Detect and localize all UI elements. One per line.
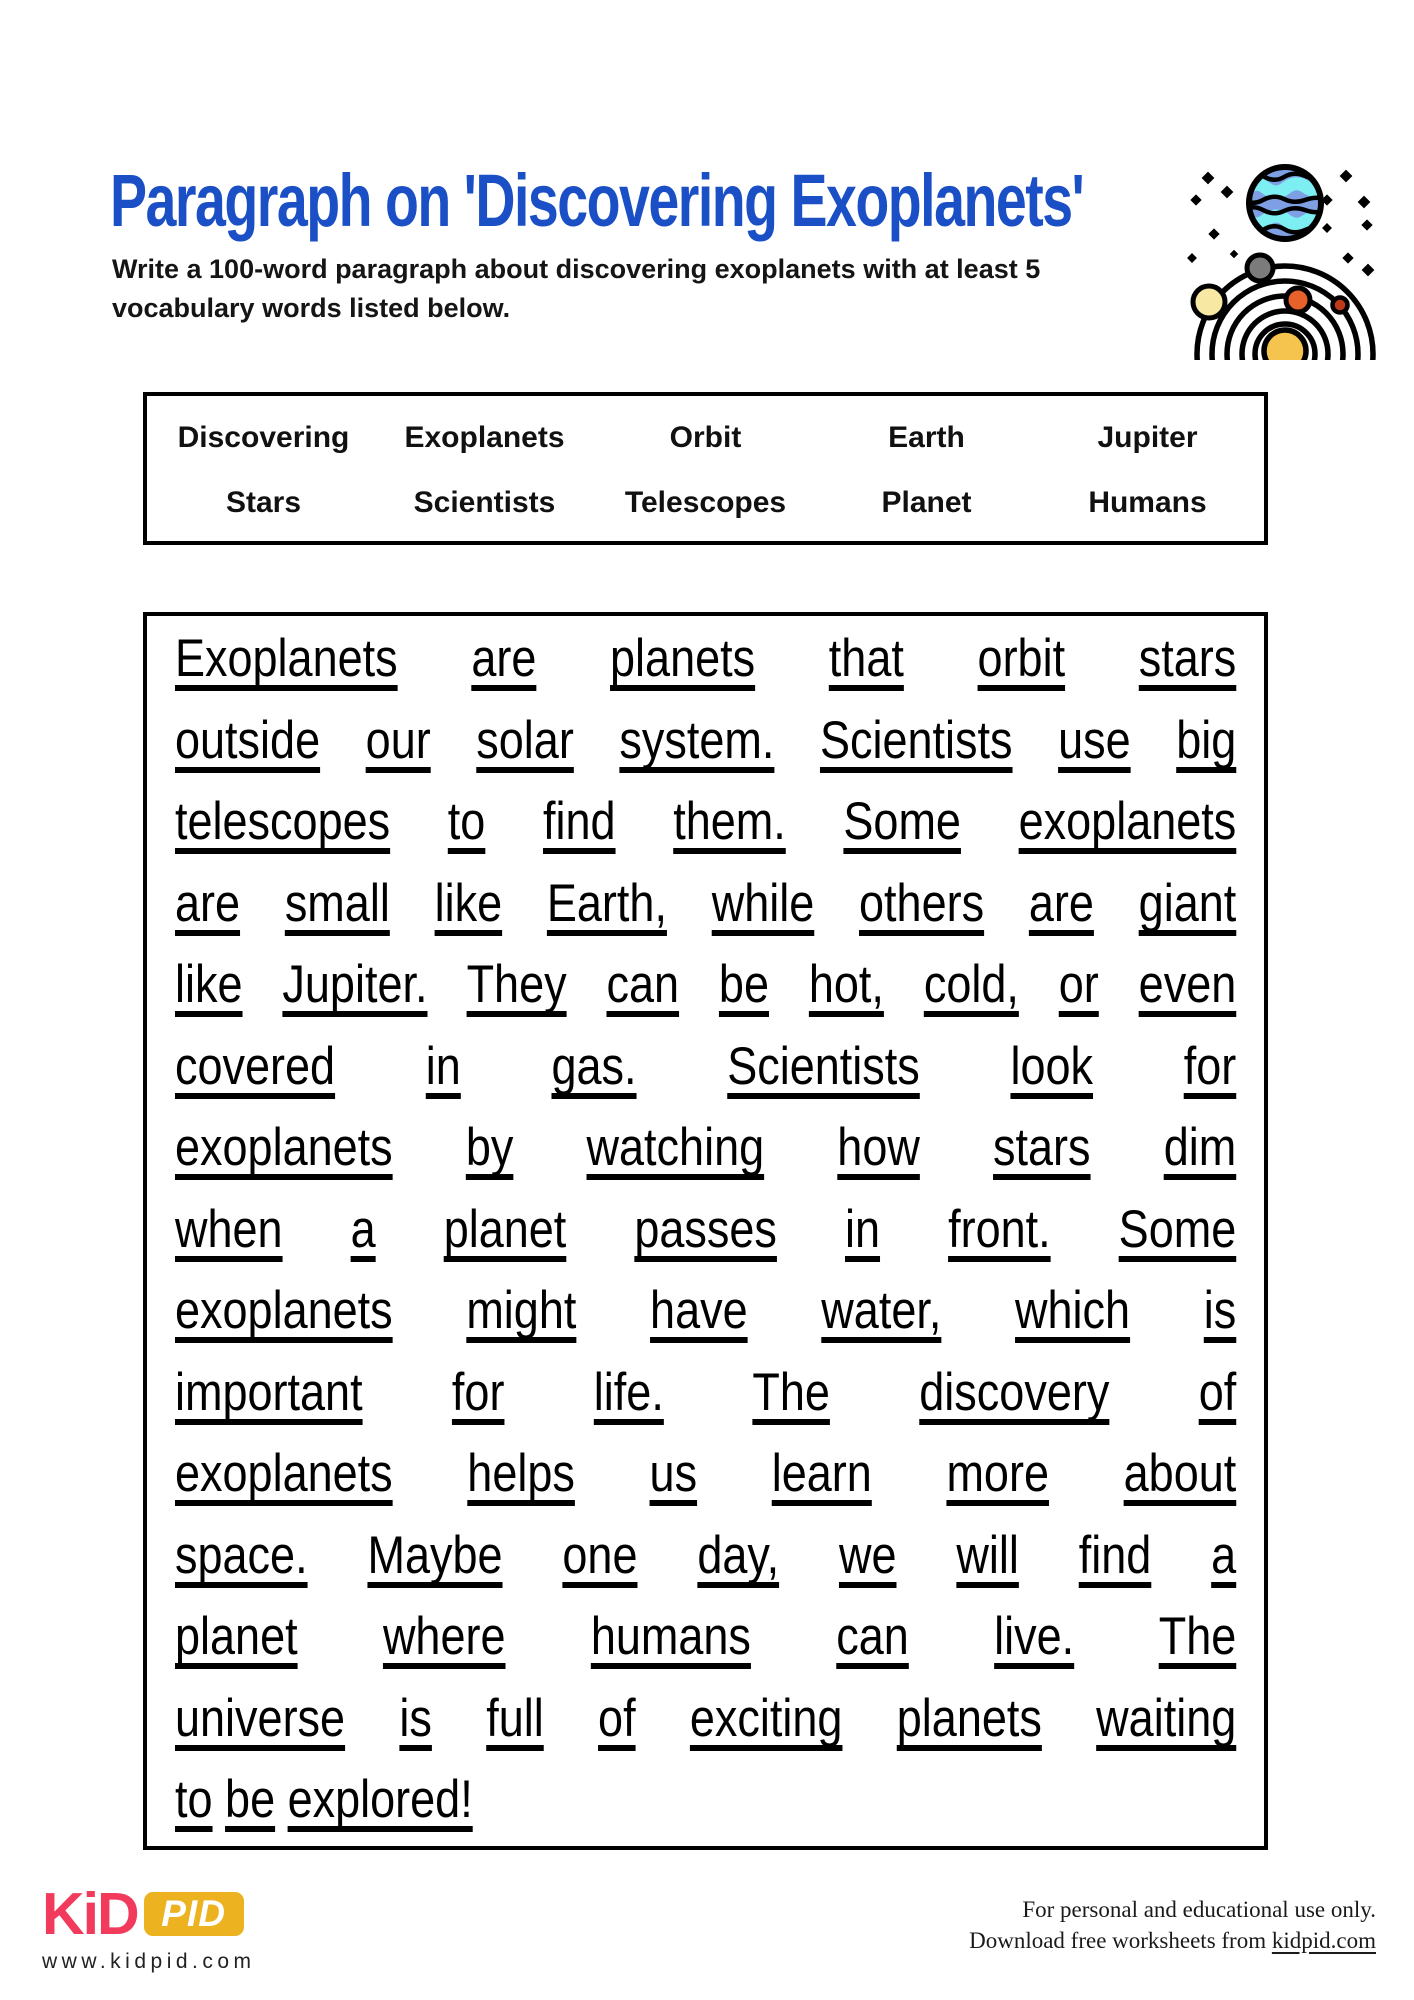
orange-planet-icon bbox=[1286, 288, 1310, 312]
usage-note bbox=[969, 1894, 1376, 1956]
page-title: Paragraph on 'Discovering Exoplanets' bbox=[110, 159, 1084, 242]
paragraph-line: important for life. The discovery of bbox=[175, 1362, 1237, 1422]
paragraph-line: exoplanets by watching how stars dim bbox=[175, 1118, 1237, 1177]
paragraph-line: covered in gas. Scientists look for bbox=[175, 1036, 1237, 1096]
paragraph-line: space. Maybe one day, we will find a bbox=[175, 1525, 1237, 1585]
paragraph-line: Exoplanets are planets that orbit stars bbox=[175, 629, 1237, 688]
usage-note-line-1: For personal and educational use only. bbox=[1022, 1897, 1376, 1922]
instructions-line-1: Write a 100-word paragraph about discovering exoplanets with at least 5 bbox=[112, 254, 1041, 284]
kidpid-logo bbox=[42, 1881, 256, 1974]
solar-system-icon bbox=[1170, 158, 1400, 360]
paragraph-line: like Jupiter. They can be hot, cold, or even bbox=[175, 955, 1237, 1014]
logo-pid-text: PID bbox=[161, 1893, 226, 1934]
vocab-word-orbit: Orbit bbox=[669, 421, 742, 455]
logo-site-url: www.kidpid.com bbox=[42, 1950, 256, 1973]
vocab-word-exoplanets: Exoplanets bbox=[404, 421, 565, 455]
vocab-word-telescopes: Telescopes bbox=[624, 485, 787, 519]
paragraph-line: telescopes to find them. Some exoplanets bbox=[175, 792, 1237, 851]
red-planet-icon bbox=[1333, 298, 1348, 313]
kidpid-link[interactable]: kidpid.com bbox=[1271, 1928, 1376, 1953]
instructions bbox=[112, 250, 1040, 328]
vocab-word-stars: Stars bbox=[225, 485, 302, 519]
vocab-word-earth: Earth bbox=[888, 421, 965, 455]
paragraph-line: universe is full of exciting planets waiting bbox=[175, 1688, 1237, 1748]
paragraph-box bbox=[143, 612, 1268, 1850]
striped-planet-icon bbox=[1242, 163, 1326, 243]
paragraph-line: exoplanets might have water, which is bbox=[175, 1281, 1237, 1340]
paragraph-line: to be explored! bbox=[175, 1770, 473, 1829]
vocab-word-jupiter: Jupiter bbox=[1097, 421, 1198, 455]
paragraph-line: outside our solar system. Scientists use big bbox=[175, 710, 1237, 770]
paragraph-line: planet where humans can live. The bbox=[175, 1607, 1237, 1666]
vocab-word-humans: Humans bbox=[1088, 485, 1207, 519]
vocab-word-scientists: Scientists bbox=[413, 485, 556, 519]
usage-note-line-2-prefix: Download free worksheets from bbox=[969, 1928, 1272, 1953]
pale-yellow-planet-icon bbox=[1193, 286, 1225, 318]
paragraph-line: are small like Earth, while others are giant bbox=[175, 873, 1237, 933]
solar-system-illustration bbox=[1170, 158, 1400, 360]
vocabulary-box bbox=[143, 392, 1268, 545]
logo-pid-badge bbox=[144, 1892, 244, 1936]
instructions-line-2: vocabulary words listed below. bbox=[112, 293, 511, 323]
sun-icon bbox=[1264, 330, 1306, 360]
vocab-word-discovering: Discovering bbox=[177, 421, 350, 455]
gray-planet-icon bbox=[1247, 255, 1273, 281]
vocab-word-planet: Planet bbox=[881, 485, 972, 519]
paragraph-line: when a planet passes in front. Some bbox=[175, 1199, 1237, 1259]
logo-kid-text: KiD bbox=[42, 1881, 138, 1947]
paragraph-line: exoplanets helps us learn more about bbox=[175, 1444, 1237, 1503]
usage-note-line-2 bbox=[969, 1925, 1376, 1956]
